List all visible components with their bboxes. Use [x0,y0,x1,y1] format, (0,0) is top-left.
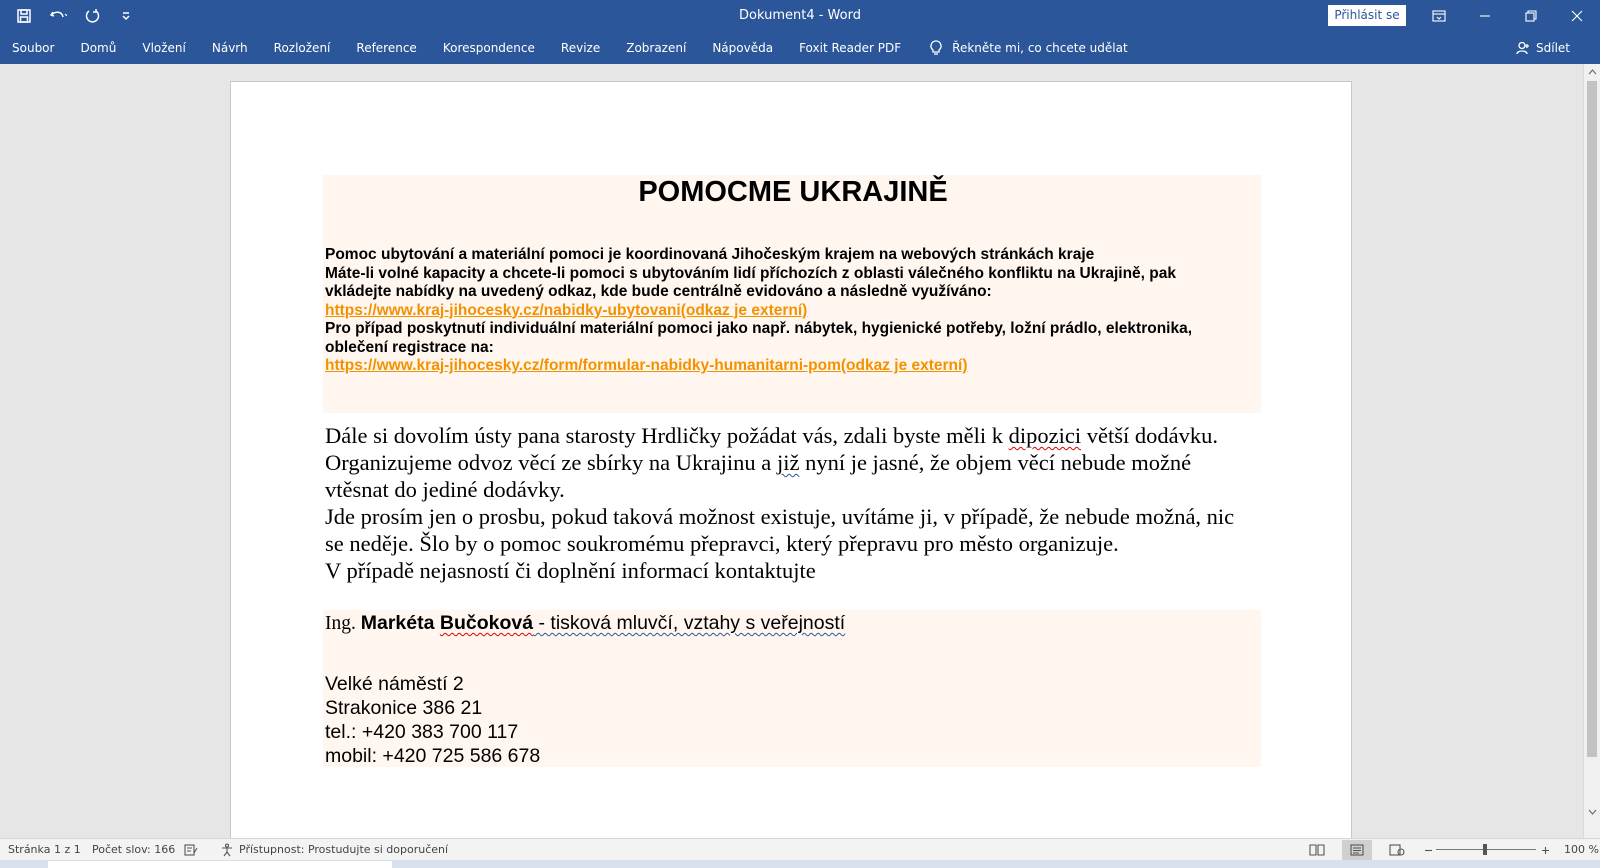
accessibility-icon [220,843,234,857]
proofing-icon[interactable] [184,839,198,861]
close-icon[interactable] [1554,0,1600,32]
restore-icon[interactable] [1508,0,1554,32]
undo-icon[interactable] [48,6,68,26]
zoom-in-icon[interactable] [1541,839,1550,861]
address-street: Velké náměstí 2 [325,673,464,695]
mobile-number: mobil: +420 725 586 678 [325,745,541,767]
quick-access-toolbar [14,0,136,32]
address-city: Strakonice 386 21 [325,697,483,719]
body-p1-part-a: Dále si dovolím ústy pana starosty Hrdličky požádat vás, zdali byste měli k [325,423,1009,448]
tab-domu[interactable]: Domů [80,41,117,55]
read-mode-icon[interactable] [1302,840,1332,860]
document-heading: POMOCME UKRAJINĚ [638,176,948,208]
info-line-1: Pomoc ubytování a materiální pomoci je koordinovaná Jihočeským krajem na webových stránkách kraje [325,246,1095,263]
contact-line [325,611,1245,636]
share-button[interactable] [1516,32,1570,64]
tab-soubor[interactable]: Soubor [12,41,55,55]
share-label: Sdílet [1536,41,1570,55]
grammar-error-word[interactable]: již [776,450,800,475]
print-layout-icon[interactable] [1342,840,1372,860]
document-page[interactable] [230,81,1352,838]
vertical-scrollbar[interactable] [1583,64,1600,838]
word-count[interactable]: Počet slov: 166 [92,843,176,856]
phone-number: tel.: +420 383 700 117 [325,721,519,743]
tab-korespondence[interactable]: Korespondence [442,41,535,55]
accessibility-label: Přístupnost: Prostudujte si doporučení [239,843,449,856]
contact-title: Ing. [325,613,361,634]
tab-foxit-reader[interactable]: Foxit Reader PDF [799,41,902,55]
tab-vlozeni[interactable]: Vložení [142,41,186,55]
ribbon-tabs [0,32,1600,64]
sign-in-button[interactable]: Přihlásit se [1328,5,1406,26]
title-bar [0,0,1600,32]
customize-toolbar-icon[interactable] [116,6,136,26]
contact-block [325,611,1245,768]
page-count[interactable]: Stránka 1 z 1 [8,843,81,856]
body-paragraph-3: V případě nejasností či doplnění informací kontaktujte [325,558,816,583]
status-bar [0,838,1600,860]
spelling-error-word[interactable]: dipozici [1008,423,1082,448]
link-humanitarni-pomoc[interactable]: https://www.kraj-jihocesky.cz/form/formular-nabidky-humanitarni-pom(odkaz je externí) [325,357,968,374]
document-canvas[interactable] [0,64,1583,838]
ribbon-display-options-icon[interactable] [1416,0,1462,32]
zoom-slider-thumb[interactable] [1483,844,1487,855]
person-icon [1516,41,1530,55]
body-p1-part-c: nyní je jasné, že objem věcí nebude možné vtěsnat do jediné dodávky. [325,450,1192,502]
tell-me-box[interactable] [914,40,1128,56]
minimize-icon[interactable] [1462,0,1508,32]
redo-icon[interactable] [82,6,102,26]
tab-napoveda[interactable]: Nápověda [712,41,774,55]
taskbar-strip [0,860,1600,868]
web-layout-icon[interactable] [1382,840,1412,860]
lightbulb-icon [930,40,942,56]
body-p1-part-b: větší dodávku. Organizujeme odvoz věcí ze sbírky na Ukrajinu a [325,423,1218,475]
info-line-3: Pro případ poskytnutí individuální materiální pomoci jako např. nábytek, hygienické potřeby, ložní prádlo, elektronika, oblečení registrace na: [325,320,1193,356]
tab-navrh[interactable]: Návrh [211,41,248,55]
document-title: Dokument4 - Word [739,8,861,23]
scroll-up-icon[interactable] [1586,66,1598,78]
info-block [325,246,1245,376]
taskbar-window [48,861,392,868]
info-line-2: Máte-li volné kapacity a chcete-li pomoci s ubytováním lidí příchozích z oblasti válečného konfliktu na Ukrajině, pak vkládejte nabídky na uvedený odkaz, kde bude centrálně evidováno a následně využíváno: [325,264,1176,300]
contact-first-name: Markéta [360,612,440,634]
contact-last-name[interactable]: Bučoková [439,612,534,634]
tab-revize[interactable]: Revize [560,41,601,55]
zoom-level[interactable]: 100 % [1564,843,1599,856]
tab-reference[interactable]: Reference [356,41,417,55]
contact-role: - tisková mluvčí, vztahy s veřejností [533,612,846,634]
scroll-down-icon[interactable] [1586,806,1598,818]
body-paragraph-2: Jde prosím jen o prosbu, pokud taková možnost existuje, uvítáme ji, v případě, že nebude možná, nic se neděje. Šlo by o pomoc soukromému přepravci, který přepravu pro město organizuje. [325,504,1235,556]
body-text [325,422,1245,584]
accessibility-status[interactable] [220,839,448,861]
tab-zobrazeni[interactable]: Zobrazení [626,41,687,55]
tab-rozlozeni[interactable]: Rozložení [273,41,331,55]
tell-me-label: Řekněte mi, co chcete udělat [952,41,1128,55]
zoom-out-icon[interactable] [1424,839,1433,861]
save-icon[interactable] [14,6,34,26]
scrollbar-thumb[interactable] [1587,81,1597,757]
link-ubytovani[interactable]: https://www.kraj-jihocesky.cz/nabidky-ubytovani(odkaz je externí) [325,301,808,319]
body-paragraph-1 [325,422,1245,503]
